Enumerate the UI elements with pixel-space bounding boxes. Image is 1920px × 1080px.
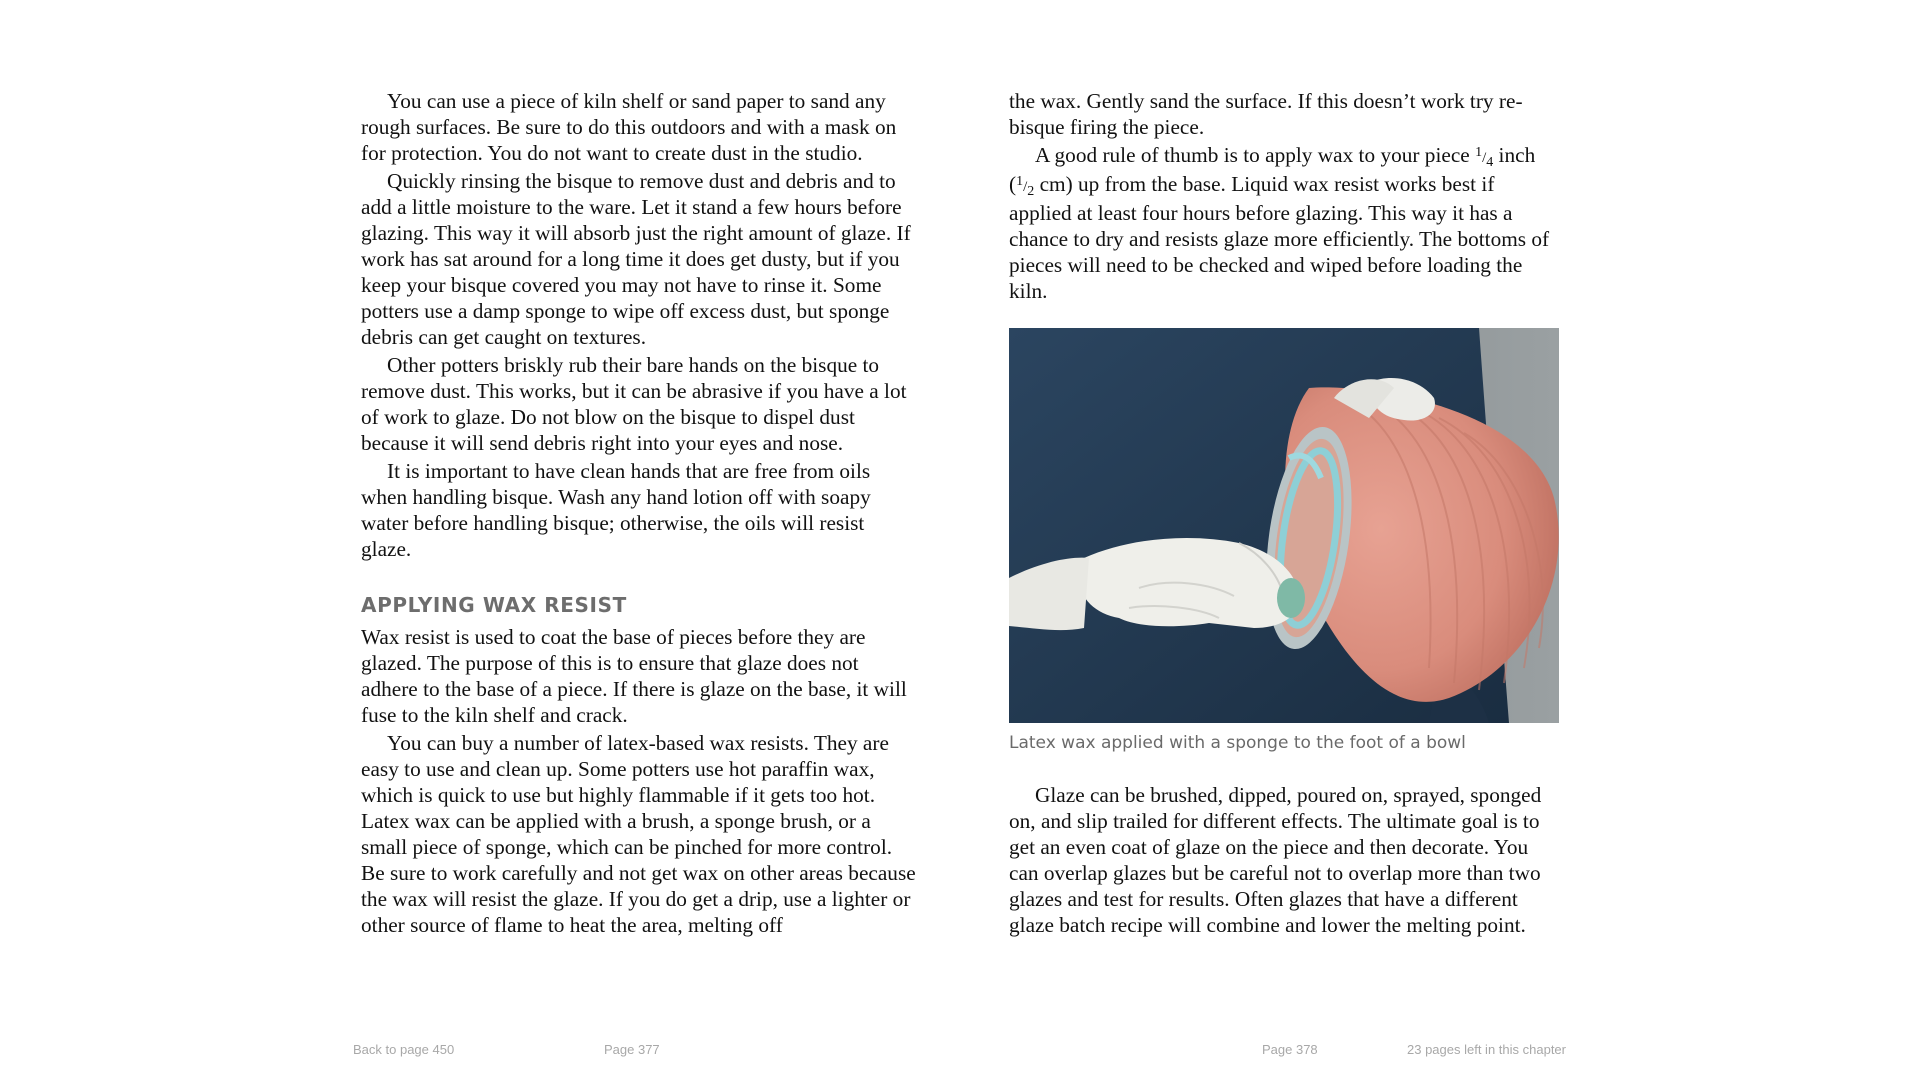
photo-caption: Latex wax applied with a sponge to the foot of a bowl bbox=[1009, 733, 1466, 753]
paragraph-continued: the wax. Gently sand the surface. If this doesn’t work try re-bisque firing the piece. bbox=[1009, 89, 1523, 139]
paragraph-rule-of-thumb bbox=[1009, 142, 1561, 304]
right-page-number: Page 378 bbox=[1262, 1042, 1318, 1057]
left-page-number: Page 377 bbox=[604, 1042, 660, 1057]
pages-left-in-chapter: 23 pages left in this chapter bbox=[1407, 1042, 1566, 1057]
paragraph: You can buy a number of latex-based wax resists. They are easy to use and clean up. Some potters use hot paraffin wax, which is quick to use but highly flammable if it gets too hot. Latex wax can be applied with a brush, a sponge brush, or a small piece of sponge, which can be pinched for more control. Be sure to work carefully and not get wax on other areas because the wax will resist the glaze. If you do get a drip, use a lighter or other source of flame to heat the area, melting off bbox=[361, 731, 916, 937]
fraction-quarter: $^1/_4$ bbox=[1475, 145, 1494, 170]
bowl-illustration bbox=[1009, 328, 1559, 723]
fraction-denominator: 4 bbox=[1486, 155, 1494, 170]
fraction-half: $^1/_2$ bbox=[1016, 174, 1035, 199]
paragraph: Quickly rinsing the bisque to remove dust and debris and to add a little moisture to the ware. Let it stand a few hours before glazing. This way it will absorb just the right amount of glaze. If work has sat around for a long time it does get dusty, but if you keep your bisque covered you may not have to rinse it. Some potters use a damp sponge to wipe off excess dust, but sponge debris can get caught on textures. bbox=[361, 169, 911, 349]
paragraph: Other potters briskly rub their bare hands on the bisque to remove dust. This works, but it can be abrasive if you have a lot of work to glaze. Do not blow on the bisque to dispel dust because it will send debris right into your eyes and nose. bbox=[361, 353, 907, 455]
paragraph: Glaze can be brushed, dipped, poured on, sprayed, sponged on, and slip trailed for different effects. The ultimate goal is to get an even coat of glaze on the piece and then decorate. You can overlap glazes but be careful not to overlap more than two glazes and test for results. Often glazes that have a different glaze batch recipe will combine and lower the melting point. bbox=[1009, 783, 1542, 937]
right-page-column bbox=[1009, 88, 1561, 940]
paragraph: It is important to have clean hands that are free from oils when handling bisque. Wash any hand lotion off with soapy water before handling bisque; otherwise, the oils will resist glaze. bbox=[361, 459, 871, 561]
paragraph: Wax resist is used to coat the base of pieces before they are glazed. The purpose of this is to ensure that glaze does not adhere to the base of a piece. If there is glaze on the base, it will fuse to the kiln shelf and crack. bbox=[361, 625, 907, 727]
fraction-numerator: 1 bbox=[1016, 174, 1024, 189]
back-to-page-link[interactable]: Back to page 450 bbox=[353, 1042, 455, 1057]
fraction-denominator: 2 bbox=[1027, 184, 1035, 199]
left-page-column bbox=[361, 88, 916, 940]
bowl-photo bbox=[1009, 328, 1559, 723]
section-heading: APPLYING WAX RESIST bbox=[361, 593, 627, 617]
paragraph-text: A good rule of thumb is to apply wax to your piece bbox=[1035, 143, 1476, 167]
fraction-numerator: 1 bbox=[1475, 145, 1483, 160]
paragraph: You can use a piece of kiln shelf or sand paper to sand any rough surfaces. Be sure to do this outdoors and with a mask on for protection. You do not want to create dust in the studio. bbox=[361, 89, 897, 165]
paragraph-text: inch ( bbox=[1009, 143, 1536, 196]
paragraph-text: cm) up from the base. Liquid wax resist works best if applied at least four hours before glazing. This way it has a chance to dry and resists glaze more efficiently. The bottoms of pieces will need to be checked and wiped before loading the kiln. bbox=[1009, 172, 1550, 303]
